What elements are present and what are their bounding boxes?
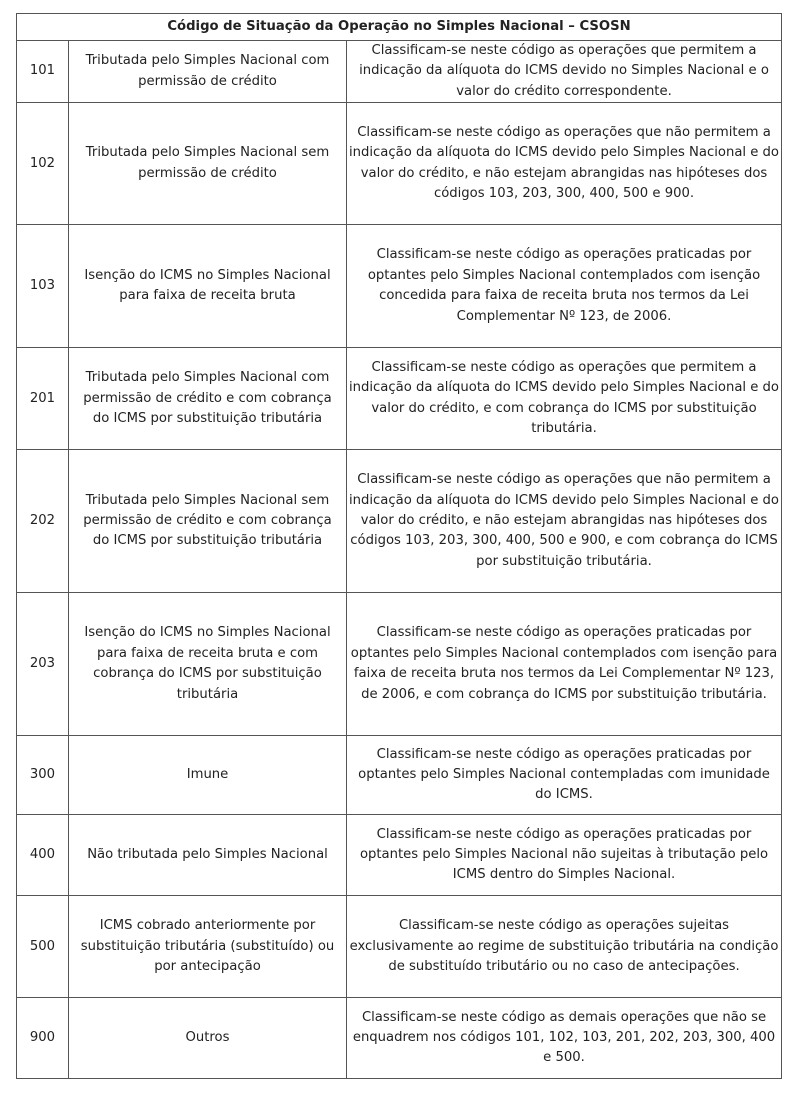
code-cell: 102 [17,103,69,225]
code-cell: 201 [17,348,69,450]
description-cell: Outros [69,998,347,1079]
details-cell: Classificam-se neste código as operações praticadas por optantes pelo Simples Nacional contemplados com isenção para faixa de receita bruta nos termos da Lei Complementar Nº 123, de 2006, e com cobrança do ICMS por substituição tributária. [347,593,782,736]
description-cell: Isenção do ICMS no Simples Nacional para faixa de receita bruta [69,225,347,348]
table-body [17,41,782,1079]
table-header [17,14,782,41]
details-cell: Classificam-se neste código as operações praticadas por optantes pelo Simples Nacional contempladas com imunidade do ICMS. [347,736,782,815]
table-title-row [17,14,782,41]
code-cell: 400 [17,815,69,896]
table-row [17,593,782,736]
code-cell: 203 [17,593,69,736]
description-cell: Não tributada pelo Simples Nacional [69,815,347,896]
code-cell: 202 [17,450,69,593]
description-cell: Imune [69,736,347,815]
description-cell: Tributada pelo Simples Nacional sem permissão de crédito [69,103,347,225]
details-cell: Classificam-se neste código as operações que permitem a indicação da alíquota do ICMS devido pelo Simples Nacional e do valor do crédito, e com cobrança do ICMS por substituição tributária. [347,348,782,450]
code-cell: 300 [17,736,69,815]
details-cell: Classificam-se neste código as operações que não permitem a indicação da alíquota do ICMS devido pelo Simples Nacional e do valor do crédito, e não estejam abrangidas nas hipóteses dos códigos 103, 203, 300, 400, 500 e 900, e com cobrança do ICMS por substituição tributária. [347,450,782,593]
details-cell: Classificam-se neste código as operações que não permitem a indicação da alíquota do ICMS devido pelo Simples Nacional e do valor do crédito, e não estejam abrangidas nas hipóteses dos códigos 103, 203, 300, 400, 500 e 900. [347,103,782,225]
table-row [17,348,782,450]
description-cell: Tributada pelo Simples Nacional com permissão de crédito e com cobrança do ICMS por substituição tributária [69,348,347,450]
table-row [17,896,782,998]
details-cell: Classificam-se neste código as operações que permitem a indicação da alíquota do ICMS devido no Simples Nacional e o valor do crédito correspondente. [347,41,782,103]
table-row [17,450,782,593]
code-cell: 500 [17,896,69,998]
details-cell: Classificam-se neste código as operações praticadas por optantes pelo Simples Nacional não sujeitas à tributação pelo ICMS dentro do Simples Nacional. [347,815,782,896]
code-cell: 101 [17,41,69,103]
table-row [17,998,782,1079]
table-row [17,103,782,225]
description-cell: Isenção do ICMS no Simples Nacional para faixa de receita bruta e com cobrança do ICMS por substituição tributária [69,593,347,736]
table-row [17,815,782,896]
details-cell: Classificam-se neste código as operações praticadas por optantes pelo Simples Nacional contemplados com isenção concedida para faixa de receita bruta nos termos da Lei Complementar Nº 123, de 2006. [347,225,782,348]
details-cell: Classificam-se neste código as demais operações que não se enquadrem nos códigos 101, 102, 103, 201, 202, 203, 300, 400 e 500. [347,998,782,1079]
code-cell: 900 [17,998,69,1079]
details-cell: Classificam-se neste código as operações sujeitas exclusivamente ao regime de substituição tributária na condição de substituído tributário ou no caso de antecipações. [347,896,782,998]
table-title: Código de Situação da Operação no Simples Nacional – CSOSN [17,14,782,41]
csosn-table [16,13,782,1079]
table-row [17,736,782,815]
table-row [17,41,782,103]
code-cell: 103 [17,225,69,348]
table-row [17,225,782,348]
description-cell: ICMS cobrado anteriormente por substituição tributária (substituído) ou por antecipação [69,896,347,998]
description-cell: Tributada pelo Simples Nacional sem permissão de crédito e com cobrança do ICMS por substituição tributária [69,450,347,593]
description-cell: Tributada pelo Simples Nacional com permissão de crédito [69,41,347,103]
